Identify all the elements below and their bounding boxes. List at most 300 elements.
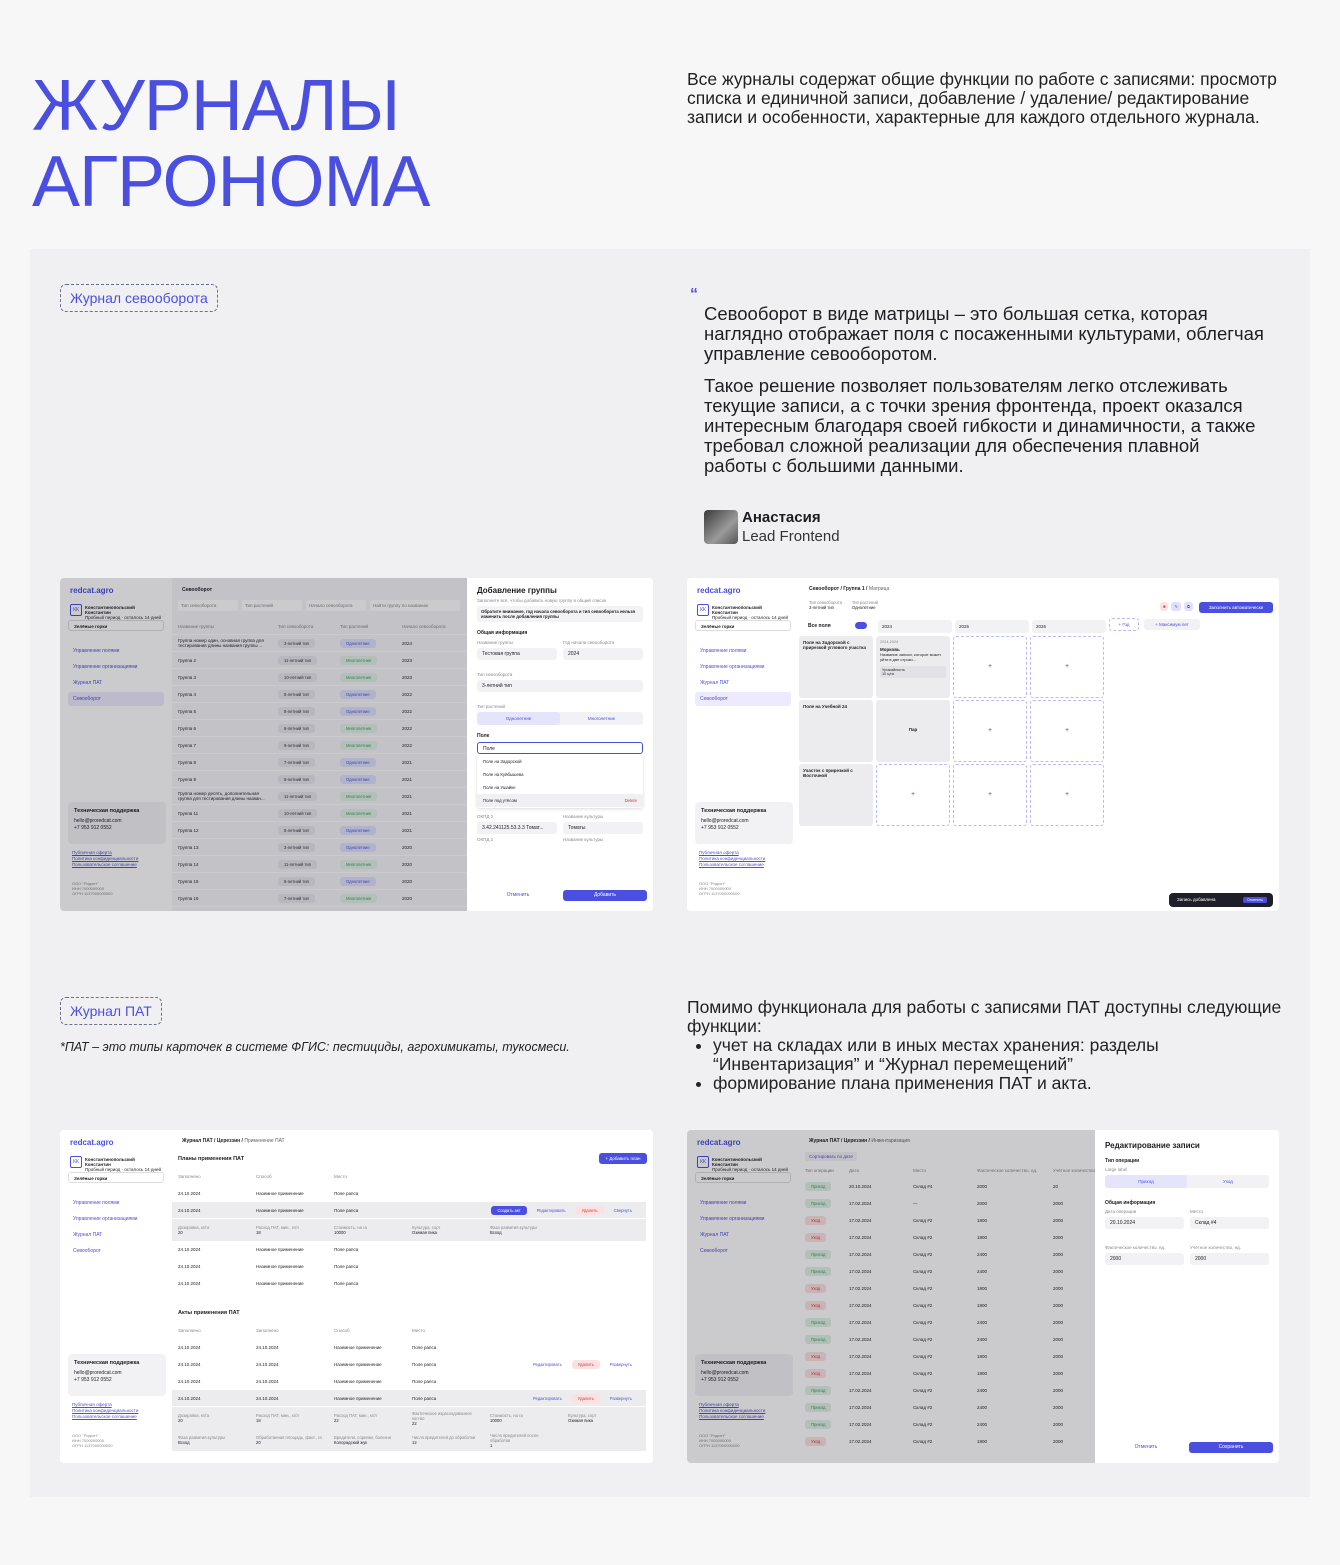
section-label: Общая информация [1105,1200,1156,1206]
table-cell: 2000 [1053,1336,1064,1342]
avatar: КК [70,604,82,616]
detail-label: Число вредителей до обработки [412,1435,476,1440]
user-name: Константинопольский Константин [85,1157,135,1167]
table-row[interactable] [172,1275,646,1292]
crumb: Матрица [868,586,890,592]
table-cell: Наземное применение [256,1280,304,1286]
screenshot-rotation-matrix [687,578,1279,911]
warning-banner: Обратите внимание, год начала севооборота и тип севооборота нельзя изменить после добавления группы [477,606,643,622]
table-cell: Наземное применение [334,1344,382,1350]
table-cell: Склад #2 [913,1404,933,1410]
add-year-button[interactable]: + Год [1109,618,1139,631]
table-cell: 1800 [977,1353,988,1359]
sort-button[interactable]: Сортировать по дате [805,1152,857,1161]
page-title [32,68,429,220]
table-cell: 2400 [977,1268,988,1274]
rotation-type-badge: 8-летний тип [278,775,315,784]
table-cell: 2000 [1053,1200,1064,1206]
sidebar-item-pat[interactable]: Журнал ПАТ [73,1232,103,1238]
column-header: Способ [334,1327,350,1333]
detail-value: Колорадский жук [334,1440,368,1445]
title-line-2: АГРОНОМА [32,142,430,222]
link-terms[interactable]: Пользовательское соглашение [699,862,764,867]
toolbar [1160,602,1193,611]
year-header: 2025 [955,620,1029,633]
table-cell: Поле рапса [334,1207,359,1213]
sidebar-item-rotation[interactable]: Севооборот [73,1248,101,1254]
plant-type-badge: Однолетние [340,843,376,852]
table-cell: Наземное применение [256,1207,304,1213]
seg-annual[interactable]: Однолетние [477,712,560,725]
detail-label: Расход ПАТ, мин., кг/л [256,1413,299,1418]
screenshot-pat-plans [60,1130,653,1463]
user-card[interactable] [68,1154,164,1170]
sidebar-item-fields[interactable]: Управление полями [73,648,120,654]
edit-icon[interactable]: ✎ [1171,602,1181,611]
table-cell: 17.02.2024 [849,1234,872,1240]
crumb[interactable]: Севооборот [809,586,840,592]
delete-button[interactable]: Удалить [572,1394,600,1403]
column-header: Тип растений [340,623,369,629]
acc-qty-input[interactable]: 2000 [1190,1253,1269,1265]
operation-badge: Приход [805,1335,831,1344]
edit-button[interactable]: Редактировать [532,1361,562,1367]
add-cell-button[interactable]: + [953,636,1027,698]
table-cell: 2023 [402,674,413,680]
add-cell-button[interactable]: + [1030,764,1104,826]
column-header: Название группы [178,623,214,629]
expand-button[interactable]: Развернуть [609,1395,632,1401]
support-email[interactable]: hello@proredcat.com [701,818,749,824]
table-row[interactable] [172,1241,646,1258]
crumb[interactable]: Цереззин [843,1138,868,1144]
support-phone: +7 953 912 0552 [74,1377,112,1383]
overlay [60,578,467,911]
delete-button[interactable]: Удалить [572,1360,600,1369]
rotation-type-badge: 8-летний тип [278,877,315,886]
table-cell: Склад #2 [913,1336,933,1342]
table-cell: 24.10.2024 [178,1263,201,1269]
tag-crop-rotation: Журнал севооборота [60,284,218,312]
filter-plant-type[interactable]: Тип растений [242,600,302,611]
field-label: Фактическое количество, ед. [1105,1245,1166,1250]
link-terms[interactable]: Пользовательское соглашение [72,862,137,867]
table-cell: Наземное применение [256,1190,304,1196]
table-cell: 2000 [1053,1404,1064,1410]
meta-label: Тип растений [851,600,878,605]
add-cell-button[interactable]: + [1030,700,1104,762]
operation-badge: Уход [805,1352,826,1361]
org-select[interactable]: Зелёные горки [695,620,791,631]
add-cell-button[interactable]: + [876,764,950,826]
place-select[interactable]: Склад #4 [1190,1217,1269,1229]
detail-value: Озимая пика [568,1418,594,1423]
add-cell-button[interactable]: + [953,700,1027,762]
link-offer[interactable]: Публичная оферта [699,850,739,855]
field-label: Название культуры [563,837,604,842]
table-cell: 2021 [402,793,413,799]
support-phone: +7 953 912 0552 [701,825,739,831]
filter-rotation-type[interactable]: Тип севооборота [178,600,238,611]
sidebar-item-orgs[interactable]: Управление организациями [700,664,765,670]
link-privacy[interactable]: Политика конфиденциальности [72,1408,139,1413]
detail-label: Число вредителей после обработки [490,1432,539,1443]
link-terms[interactable]: Пользовательское соглашение [699,1414,764,1419]
rotation-type-badge: 6-летний тип [278,724,315,733]
option-label: Поле под утёсом [483,798,517,803]
table-cell: 2022 [402,742,413,748]
table-cell: 24.10.2024 [178,1190,201,1196]
delete-icon[interactable]: ■ [1160,602,1169,611]
sidebar-item-rotation[interactable]: Севооборот [695,692,791,706]
support-phone: +7 953 912 0552 [701,1377,739,1383]
support-email[interactable]: hello@proredcat.com [74,818,122,824]
table-row[interactable] [172,1185,646,1202]
search-input[interactable]: Найти группу по названию [370,600,460,611]
field-search-input[interactable]: Поле [477,742,643,754]
table-cell: 2000 [1053,1387,1064,1393]
plant-type-badge: Многолетние [340,860,377,869]
breadcrumb: Журнал ПАТ / Цереззин / Применение ПАТ [182,1138,285,1144]
features [687,998,1287,1093]
detail-label: Вредители, сорняки, болезни [334,1435,392,1440]
sidebar-item-orgs[interactable]: Управление организациями [73,664,138,670]
crumb[interactable]: Группа 1 [843,586,865,592]
detail-label: Стоимость, на га [490,1413,523,1418]
tag-pat: Журнал ПАТ [60,997,162,1025]
okpd-input[interactable]: 3.42.241125.53.3.3 Томат... [477,822,557,834]
table-cell: Склад #2 [913,1285,933,1291]
crumb: Инвентаризация [871,1138,910,1144]
sidebar-item-pat[interactable]: Журнал ПАТ [700,1232,730,1238]
table-cell: Группа 3 [178,674,197,680]
column-header: Место [334,1173,348,1179]
table-cell: 17.02.2024 [849,1438,872,1444]
rotation-type-badge: 10-летний тип [278,673,317,682]
org-select[interactable]: Зелёные горки [695,1172,791,1183]
table-cell: Группа 2 [178,657,197,663]
table-cell: 2020 [402,878,413,884]
create-act-button[interactable]: Создать акт [491,1206,526,1215]
link-offer[interactable]: Публичная оферта [699,1402,739,1407]
detail-value: 10000 [334,1230,346,1235]
table-row[interactable] [172,1258,646,1275]
table-cell: 2000 [1053,1268,1064,1274]
table-cell: 24.10.2024 [178,1378,201,1384]
table-row[interactable] [172,1390,646,1407]
copy-icon[interactable]: ⧉ [1184,602,1193,611]
card-crop: Морковь [880,647,900,652]
cancel-button[interactable]: Отменить [506,892,530,898]
company-name: ООО "Ридсет" [699,881,726,886]
company-ogrn: ОГРН 1137000000000 [699,1443,740,1448]
rotation-type-badge: 3-летний тип [278,639,315,648]
column-header: Место [412,1327,426,1333]
user-card[interactable] [695,602,791,618]
table-row[interactable] [172,1339,646,1356]
add-button[interactable]: Добавить [563,890,647,901]
table-cell: Группа номер десять, дополнительная группа для тестирования длины назван... [178,791,265,801]
row-actions [491,1206,638,1215]
option[interactable] [477,794,643,807]
sidebar-item-rotation[interactable]: Севооборот [68,692,164,706]
delete-button[interactable]: Удалить [576,1206,604,1215]
collapse-button[interactable]: Свернуть [613,1207,632,1213]
link-privacy[interactable]: Политика конфиденциальности [699,1408,766,1413]
table-cell: Группа 12 [178,827,199,833]
detail-item [562,1413,640,1423]
start-year-input[interactable]: 2024 [563,648,643,660]
crumb[interactable]: Цереззин [216,1138,241,1144]
table-cell: Наземное применение [256,1263,304,1269]
table-cell: 2022 [402,708,413,714]
table-cell: 2000 [1053,1285,1064,1291]
user-trial: Пробный период · осталось 14 дней [85,1167,161,1172]
detail-item [250,1435,328,1445]
detail-value: 22 [412,1420,417,1426]
meta [809,600,878,610]
author-avatar [704,510,738,544]
detail-value: Всход [178,1440,190,1445]
table-cell: 1800 [977,1370,988,1376]
feature-item: • учет на складах или в иных местах хранения: разделы “Инвентаризация” и “Журнал перемещений” [713,1036,1287,1074]
table-cell: Склад #2 [913,1387,933,1393]
support-title: Техническая поддержка [701,1360,767,1366]
table-cell: 2000 [1053,1302,1064,1308]
edit-record-drawer [1095,1130,1279,1463]
breadcrumb: Севооборот / Группа 1 / Матрица [809,586,890,592]
table-cell: 2000 [977,1200,988,1206]
field-label: Тип севооборота [477,672,513,677]
sidebar-item-fields[interactable]: Управление полями [73,1200,120,1206]
year-header: 2024 [878,620,952,633]
operation-badge: Приход [805,1267,831,1276]
table-cell: 17.02.2024 [849,1251,872,1257]
quote [704,304,1264,476]
company-inn: ИНН 7000000000 [72,886,105,891]
detail-value: 20 [256,1440,261,1445]
table-cell: 2000 [1053,1217,1064,1223]
sidebar-item-orgs[interactable]: Управление организациями [73,1216,138,1222]
table-cell: Группа 8 [178,759,197,765]
add-plan-button[interactable]: + Добавить план [599,1153,647,1164]
detail-label: Стоимость, на га [334,1225,367,1230]
edit-button[interactable]: Редактировать [532,1395,562,1401]
column-header: Заполнено [178,1327,201,1333]
table-cell: Склад #2 [913,1268,933,1274]
table-cell: 24.10.2024 [256,1378,279,1384]
table-cell: Склад #2 [913,1251,933,1257]
quote-icon: “ [690,286,698,303]
overlay [687,1130,1095,1463]
table-cell: Склад #2 [913,1370,933,1376]
detail-value: 22 [334,1418,339,1423]
fill-auto-button[interactable]: Заполнить автоматически [1199,602,1273,613]
user-trial: Пробный период · осталось 14 дней [712,615,788,620]
cancel-button[interactable]: Отменить [1134,1444,1158,1450]
delete-button[interactable]: Delete [624,798,637,803]
add-cell-button[interactable]: + [1030,636,1104,698]
table-cell: 2021 [402,810,413,816]
company-info [699,881,740,896]
crumb: Применение ПАТ [244,1138,285,1144]
link-offer[interactable]: Публичная оферта [72,850,112,855]
detail-value: Озимая пика [412,1230,438,1235]
table-cell: Группа номер один, основная группа для тестирования длины названия группы ... [178,638,264,648]
table-cell: 2000 [1053,1438,1064,1444]
operation-badge: Приход [805,1403,831,1412]
seg-perennial[interactable]: Многолетние [587,716,616,721]
table-row[interactable] [172,1373,646,1390]
org-select[interactable]: Зелёные горки [68,620,164,631]
link-privacy[interactable]: Политика конфиденциальности [699,856,766,861]
table-cell: Склад #2 [913,1302,933,1308]
table-cell: 24.10.2024 [178,1344,201,1350]
sidebar-item-fields[interactable]: Управление полями [700,648,747,654]
link-privacy[interactable]: Политика конфиденциальности [72,856,139,861]
toggle-switch[interactable] [855,622,867,629]
table-cell: 2400 [977,1319,988,1325]
date-input[interactable]: 20.10.2024 [1105,1217,1184,1229]
table-cell: Поле рапса [412,1361,437,1367]
detail-item [172,1413,250,1423]
logo: redcat.agro [70,1138,114,1147]
sidebar-item-fields[interactable]: Управление полями [700,1200,747,1206]
rotation-type-badge: 5-летний тип [278,690,315,699]
pat-note: *ПАТ – это типы карточек в системе ФГИС: пестициды, агрохимикаты, тукосмеси. [60,1040,570,1054]
fallow-card[interactable]: Пар [876,700,950,762]
fact-qty-input[interactable]: 2000 [1105,1253,1184,1265]
all-fields-toggle[interactable] [805,620,875,632]
crumb[interactable]: Журнал ПАТ [809,1138,840,1144]
sidebar-item-orgs[interactable]: Управление организациями [700,1216,765,1222]
rotation-type-select[interactable]: 3-летний тип [477,680,643,692]
plant-type-badge: Однолетние [340,758,376,767]
support-email[interactable]: hello@proredcat.com [74,1370,122,1376]
option[interactable]: Поле на Ушайке [483,785,516,790]
expand-button[interactable]: Развернуть [609,1361,632,1367]
plant-type-badge: Однолетние [340,775,376,784]
org-select[interactable]: Зелёные горки [68,1172,164,1183]
edit-button[interactable]: Редактировать [536,1207,566,1213]
filter-start[interactable]: Начало севооборота [306,600,366,611]
operation-badge: Приход [805,1420,831,1429]
detail-label: Культура, сорт [568,1413,597,1418]
undo-button[interactable]: Отменить [1243,897,1267,903]
table-cell: Группа 9 [178,776,197,782]
table-cell: 2020 [402,844,413,850]
plant-type-badge: Многолетние [340,809,377,818]
rotation-type-badge: 11-летний тип [278,792,317,801]
table-cell: Наземное применение [256,1246,304,1252]
table-cell: Поле рапса [334,1246,359,1252]
table-cell: Поле рапса [334,1263,359,1269]
table-cell: 24.10.2024 [256,1344,279,1350]
sidebar-item-rotation[interactable]: Севооборот [700,1248,728,1254]
culture-input[interactable]: Томаты [563,822,643,834]
feature-item: • формирование плана применения ПАТ и акта. [713,1074,1287,1093]
detail-value: 18 [256,1230,261,1235]
field-label: Год начала севооборота [563,640,615,645]
detail-item [172,1435,250,1445]
add-cell-button[interactable]: + [953,764,1027,826]
seg-income[interactable]: Приход [1105,1175,1187,1188]
column-header: Способ [256,1173,272,1179]
sidebar-item-pat[interactable]: Журнал ПАТ [73,680,103,686]
table-cell: Группа 14 [178,861,199,867]
operation-badge: Приход [805,1318,831,1327]
field-row-label: Участок с прирезкой с Восточной [799,764,873,826]
act-details [172,1429,646,1451]
detail-label: Расход ПАТ, мин., кг/л [256,1225,299,1230]
avatar: КК [70,1156,82,1168]
column-header: Учётное количество [1053,1168,1096,1173]
operation-badge: Уход [805,1284,826,1293]
main-area [799,578,1279,911]
plant-type-badge: Многолетние [340,724,377,733]
plan-details [172,1219,646,1241]
option[interactable]: Поле на Задорской [483,759,522,764]
support-email[interactable]: hello@proredcat.com [701,1370,749,1376]
logo: redcat.agro [70,586,114,595]
breadcrumb: Журнал ПАТ / Цереззин / Инвентаризация [809,1138,910,1144]
sidebar-item-pat[interactable]: Журнал ПАТ [700,680,730,686]
table-cell: 2400 [977,1336,988,1342]
company-ogrn: ОГРН 1137000000000 [699,891,740,896]
seg-outcome[interactable]: Уход [1223,1179,1233,1184]
link-offer[interactable]: Публичная оферта [72,1402,112,1407]
group-name-input[interactable]: Тестовая группа [477,648,557,660]
max-years-button[interactable]: + Максимум лет [1144,619,1200,630]
table-cell: 1800 [977,1302,988,1308]
acts-table [172,1322,646,1451]
drawer-subtitle: Заполните всё, чтобы добавить новую группу в общий список [477,598,607,603]
table-cell: Группа 11 [178,810,199,816]
table-row[interactable] [172,1202,646,1219]
table-cell: 17.02.2024 [849,1217,872,1223]
plant-type-badge: Многолетние [340,894,377,903]
plant-type-badge: Однолетние [340,877,376,886]
plant-type-badge: Однолетние [340,690,376,699]
option[interactable]: Поле на Куйбышева [483,772,524,777]
table-cell: 2022 [402,725,413,731]
quote-paragraph: Севооборот в виде матрицы – это большая сетка, которая наглядно отображает поля с посаженными культурами, облегчая управление севооборотом. [704,303,1264,364]
crumb[interactable]: Журнал ПАТ [182,1138,213,1144]
operation-badge: Приход [805,1182,831,1191]
author-name: Анастасия [742,509,821,526]
support-card [68,1354,166,1396]
rotation-type-badge: 10-летний тип [278,809,317,818]
link-terms[interactable]: Пользовательское соглашение [72,1414,137,1419]
card-date: 2024-2024 [880,640,899,644]
field-row-label: Поле на Учебной 24 [799,700,873,762]
detail-item [406,1435,484,1445]
crop-card[interactable] [876,636,950,698]
sidebar [687,578,797,911]
table-cell: — [913,1200,918,1206]
save-button[interactable]: Сохранить [1189,1442,1273,1453]
field-label: Название культуры [563,814,604,819]
table-cell: Наземное применение [334,1361,382,1367]
plant-type-badge: Многолетние [340,792,377,801]
intro-text: Все журналы содержат общие функции по работе с записями: просмотр списка и единичной записи, добавление / удаление/ редактирование записи и особенности, характерные для каждого отдельного журнала. [687,69,1277,127]
table-row[interactable] [172,1356,646,1373]
column-header: Место [913,1168,927,1173]
detail-item [250,1225,328,1235]
company-inn: ИНН 7000000000 [699,1438,732,1443]
table-cell: 2400 [977,1404,988,1410]
table-cell: 17.02.2024 [849,1285,872,1291]
